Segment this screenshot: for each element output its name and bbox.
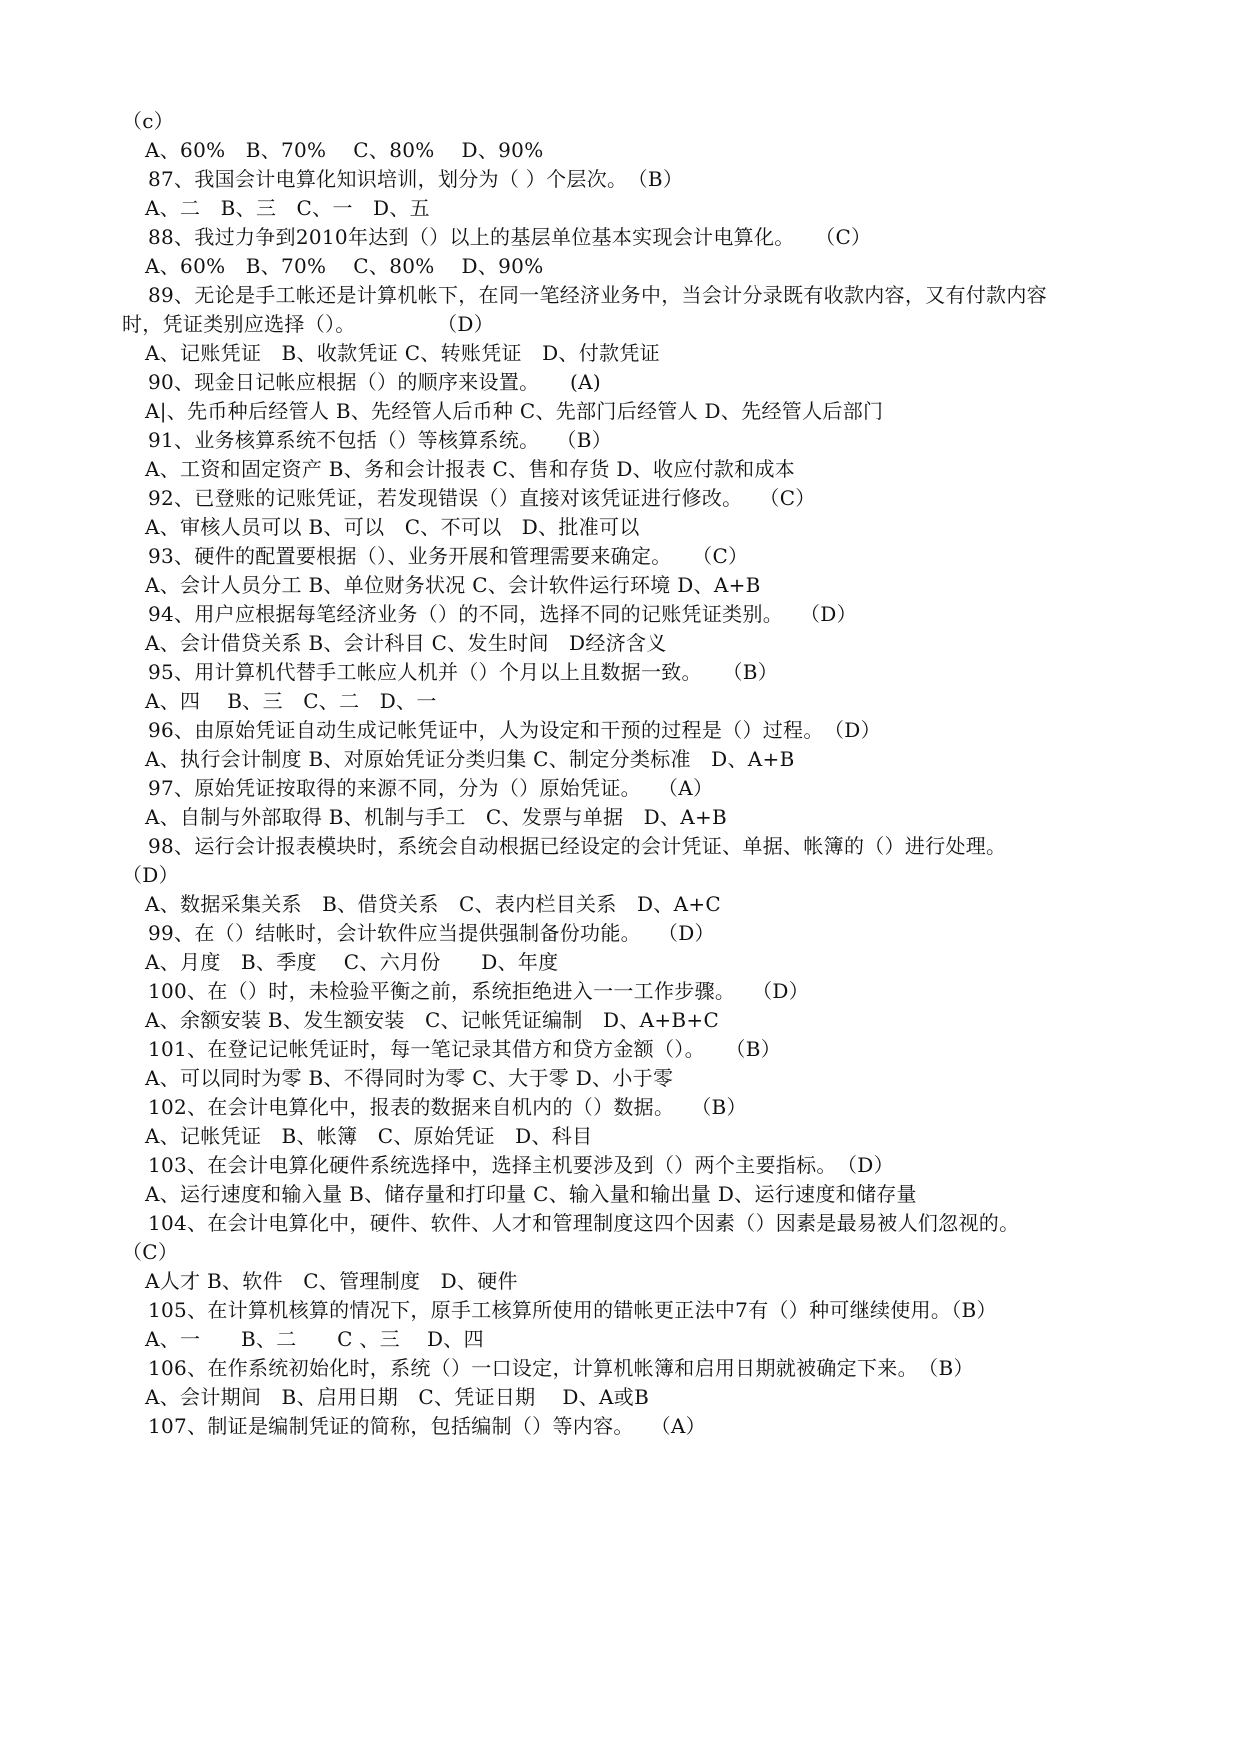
options-line: A、会计期间 B、启用日期 C、凭证日期 D、A或B (145, 1385, 650, 1409)
question-line: 98、运行会计报表模块时，系统会自动根据已经设定的会计凭证、单据、帐簿的（）进行处理。 (148, 834, 1007, 858)
answer-line: （c） (122, 109, 175, 133)
question-line: 104、在会计电算化中，硬件、软件、人才和管理制度这四个因素（）因素是最易被人们忽视的。 (148, 1211, 1020, 1235)
options-line: A、工资和固定资产 B、务和会计报表 C、售和存货 D、收应付款和成本 (145, 457, 796, 481)
options-line: A、一 B、二 C 、三 D、四 (145, 1327, 484, 1351)
question-line: 88、我过力争到2010年达到（）以上的基层单位基本实现会计电算化。 （C） (148, 225, 872, 249)
options-line: A、数据采集关系 B、借贷关系 C、表内栏目关系 D、A+C (145, 892, 721, 916)
options-line: A、执行会计制度 B、对原始凭证分类归集 C、制定分类标准 D、A+B (145, 747, 795, 771)
question-line: 106、在作系统初始化时，系统（）一口设定，计算机帐簿和启用日期就被确定下来。 （B） (148, 1356, 974, 1380)
question-line: 93、硬件的配置要根据（）、业务开展和管理需要来确定。 （C） (148, 544, 749, 568)
options-line: A|、先币种后经管人 B、先经管人后币种 C、先部门后经管人 D、先经管人后部门 (145, 399, 884, 423)
question-line: 101、在登记记帐凭证时，每一笔记录其借方和贷方金额（）。 （B） (148, 1037, 782, 1061)
options-line: A、余额安装 B、发生额安装 C、记帐凭证编制 D、A+B+C (145, 1008, 720, 1032)
question-line: 107、制证是编制凭证的简称，包括编制（）等内容。 （A） (148, 1414, 706, 1438)
question-line: 99、在（）结帐时，会计软件应当提供强制备份功能。 （D） (148, 921, 715, 945)
question-line: 94、用户应根据每笔经济业务（）的不同，选择不同的记账凭证类别。 （D） (148, 602, 857, 626)
options-line: A、会计借贷关系 B、会计科目 C、发生时间 D经济含义 (145, 631, 667, 655)
options-line: A、记账凭证 B、收款凭证 C、转账凭证 D、付款凭证 (145, 341, 660, 365)
question-line: 96、由原始凭证自动生成记帐凭证中，人为设定和干预的过程是（）过程。 （D） (148, 718, 881, 742)
options-line: A、60% B、70% C、80% D、90% (145, 254, 544, 278)
question-line: 105、在计算机核算的情况下，原手工核算所使用的错帐更正法中7有（）种可继续使用。（B） (148, 1298, 997, 1322)
options-line: A、月度 B、季度 C、六月份 D、年度 (145, 950, 559, 974)
options-line: A、可以同时为零 B、不得同时为零 C、大于零 D、小于零 (145, 1066, 674, 1090)
question-line: 92、已登账的记账凭证，若发现错误（）直接对该凭证进行修改。 （C） (148, 486, 816, 510)
options-line: A、运行速度和输入量 B、储存量和打印量 C、输入量和输出量 D、运行速度和储存量 (145, 1182, 917, 1206)
options-line: A、自制与外部取得 B、机制与手工 C、发票与单据 D、A+B (145, 805, 728, 829)
question-line: 100、在（）时，未检验平衡之前，系统拒绝进入一一工作步骤。 （D） (148, 979, 810, 1003)
options-line: A人才 B、软件 C、管理制度 D、硬件 (145, 1269, 518, 1293)
question-line: 97、原始凭证按取得的来源不同，分为（）原始凭证。 （A） (148, 776, 714, 800)
options-line: A、四 B、三 C、二 D、一 (145, 689, 437, 713)
question-line: 91、业务核算系统不包括（）等核算系统。 （B） (148, 428, 613, 452)
question-line: 90、现金日记帐应根据（）的顺序来设置。 (A) (148, 370, 601, 394)
question-line: 87、我国会计电算化知识培训，划分为（ ）个层次。 （B） (148, 167, 684, 191)
options-line: A、记帐凭证 B、帐簿 C、原始凭证 D、科目 (145, 1124, 593, 1148)
question-line: 95、用计算机代替手工帐应人机并（）个月以上且数据一致。 （B） (148, 660, 779, 684)
answer-line: （C） (122, 1240, 179, 1264)
question-line: 103、在会计电算化硬件系统选择中，选择主机要涉及到（）两个主要指标。 （D） (148, 1153, 894, 1177)
question-continuation: 时，凭证类别应选择（）。 （D） (122, 312, 495, 336)
options-line: A、审核人员可以 B、可以 C、不可以 D、批准可以 (145, 515, 640, 539)
options-line: A、60% B、70% C、80% D、90% (145, 138, 544, 162)
question-line: 89、无论是手工帐还是计算机帐下，在同一笔经济业务中，当会计分录既有收款内容，又有付款内容 (148, 283, 1047, 307)
options-line: A、二 B、三 C、一 D、五 (145, 196, 430, 220)
options-line: A、会计人员分工 B、单位财务状况 C、会计软件运行环境 D、A+B (145, 573, 761, 597)
answer-line: （D） (122, 863, 179, 887)
question-line: 102、在会计电算化中，报表的数据来自机内的（）数据。 （B） (148, 1095, 747, 1119)
